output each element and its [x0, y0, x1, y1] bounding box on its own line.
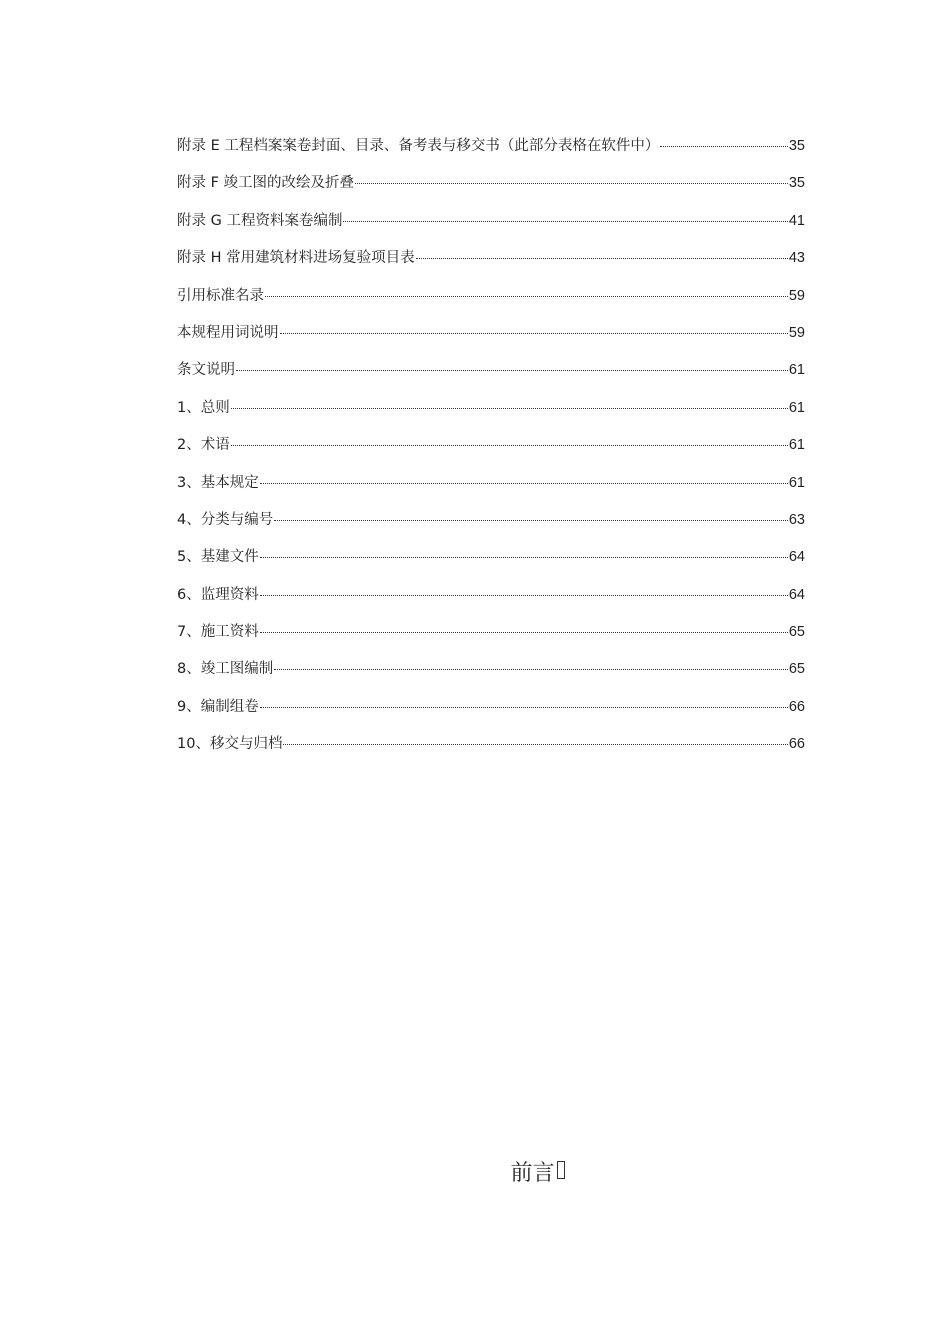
toc-dot-leader — [660, 146, 787, 147]
toc-entry-label: 10、移交与归档 — [177, 736, 283, 753]
toc-entry-label: 本规程用词说明 — [177, 324, 279, 341]
toc-entry[interactable] — [177, 133, 805, 170]
toc-entry-label: 1、总则 — [177, 399, 230, 416]
toc-dot-leader — [260, 707, 788, 708]
toc-dot-leader — [265, 296, 788, 297]
toc-entry-page-number: 61 — [788, 437, 805, 454]
toc-entry[interactable] — [177, 544, 805, 581]
toc-entry-page-number: 66 — [788, 736, 805, 753]
toc-entry[interactable] — [177, 283, 805, 320]
toc-entry[interactable] — [177, 470, 805, 507]
toc-dot-leader — [280, 333, 788, 334]
toc-entry-page-number: 61 — [788, 399, 805, 416]
toc-entry-label: 2、术语 — [177, 437, 230, 454]
missing-glyph-icon — [557, 1161, 565, 1179]
table-of-contents — [177, 133, 805, 769]
toc-dot-leader — [260, 632, 788, 633]
toc-entry-label: 3、基本规定 — [177, 474, 259, 491]
toc-entry-page-number: 43 — [788, 250, 805, 267]
toc-entry[interactable] — [177, 731, 805, 768]
toc-entry-page-number: 66 — [788, 698, 805, 715]
toc-entry[interactable] — [177, 395, 805, 432]
toc-entry[interactable] — [177, 208, 805, 245]
toc-entry-label: 附录 F 竣工图的改绘及折叠 — [177, 175, 355, 192]
toc-dot-leader — [260, 595, 788, 596]
toc-entry-label: 引用标准名录 — [177, 287, 264, 304]
toc-dot-leader — [355, 183, 788, 184]
toc-entry-label: 条文说明 — [177, 362, 235, 379]
toc-entry-label: 附录 H 常用建筑材料进场复验项目表 — [177, 250, 415, 267]
toc-entry-label: 6、监理资料 — [177, 586, 259, 603]
toc-entry-page-number: 64 — [788, 586, 805, 603]
toc-entry-label: 9、编制组卷 — [177, 698, 259, 715]
toc-entry-page-number: 41 — [788, 212, 805, 229]
toc-entry-label: 8、竣工图编制 — [177, 661, 274, 678]
toc-entry[interactable] — [177, 582, 805, 619]
toc-dot-leader — [343, 221, 787, 222]
toc-dot-leader — [274, 669, 788, 670]
toc-entry-page-number: 64 — [788, 549, 805, 566]
section-heading — [0, 1156, 950, 1187]
toc-entry-label: 4、分类与编号 — [177, 511, 274, 528]
toc-entry-page-number: 61 — [788, 362, 805, 379]
toc-entry-page-number: 61 — [788, 474, 805, 491]
toc-entry-page-number: 35 — [788, 138, 805, 154]
section-heading-text: 前言 — [510, 1161, 555, 1186]
toc-dot-leader — [260, 483, 788, 484]
toc-dot-leader — [274, 520, 788, 521]
toc-dot-leader — [236, 370, 788, 371]
toc-entry[interactable] — [177, 357, 805, 394]
toc-entry[interactable] — [177, 656, 805, 693]
toc-dot-leader — [416, 258, 788, 259]
toc-entry-page-number: 59 — [788, 287, 805, 304]
toc-entry-page-number: 63 — [788, 511, 805, 528]
toc-entry[interactable] — [177, 619, 805, 656]
toc-entry[interactable] — [177, 170, 805, 207]
toc-entry[interactable] — [177, 432, 805, 469]
toc-entry-label: 附录 E 工程档案案卷封面、目录、备考表与移交书（此部分表格在软件中） — [177, 138, 660, 154]
toc-dot-leader — [231, 445, 788, 446]
toc-dot-leader — [231, 408, 788, 409]
toc-entry-page-number: 65 — [788, 661, 805, 678]
toc-entry-page-number: 35 — [788, 175, 805, 192]
toc-entry-page-number: 59 — [788, 324, 805, 341]
toc-entry-label: 7、施工资料 — [177, 624, 259, 641]
toc-dot-leader — [283, 744, 787, 745]
toc-entry-label: 附录 G 工程资料案卷编制 — [177, 212, 343, 229]
toc-entry[interactable] — [177, 694, 805, 731]
toc-entry[interactable] — [177, 245, 805, 282]
toc-entry[interactable] — [177, 320, 805, 357]
toc-entry-label: 5、基建文件 — [177, 549, 259, 566]
toc-entry[interactable] — [177, 507, 805, 544]
toc-dot-leader — [260, 557, 788, 558]
toc-entry-page-number: 65 — [788, 624, 805, 641]
